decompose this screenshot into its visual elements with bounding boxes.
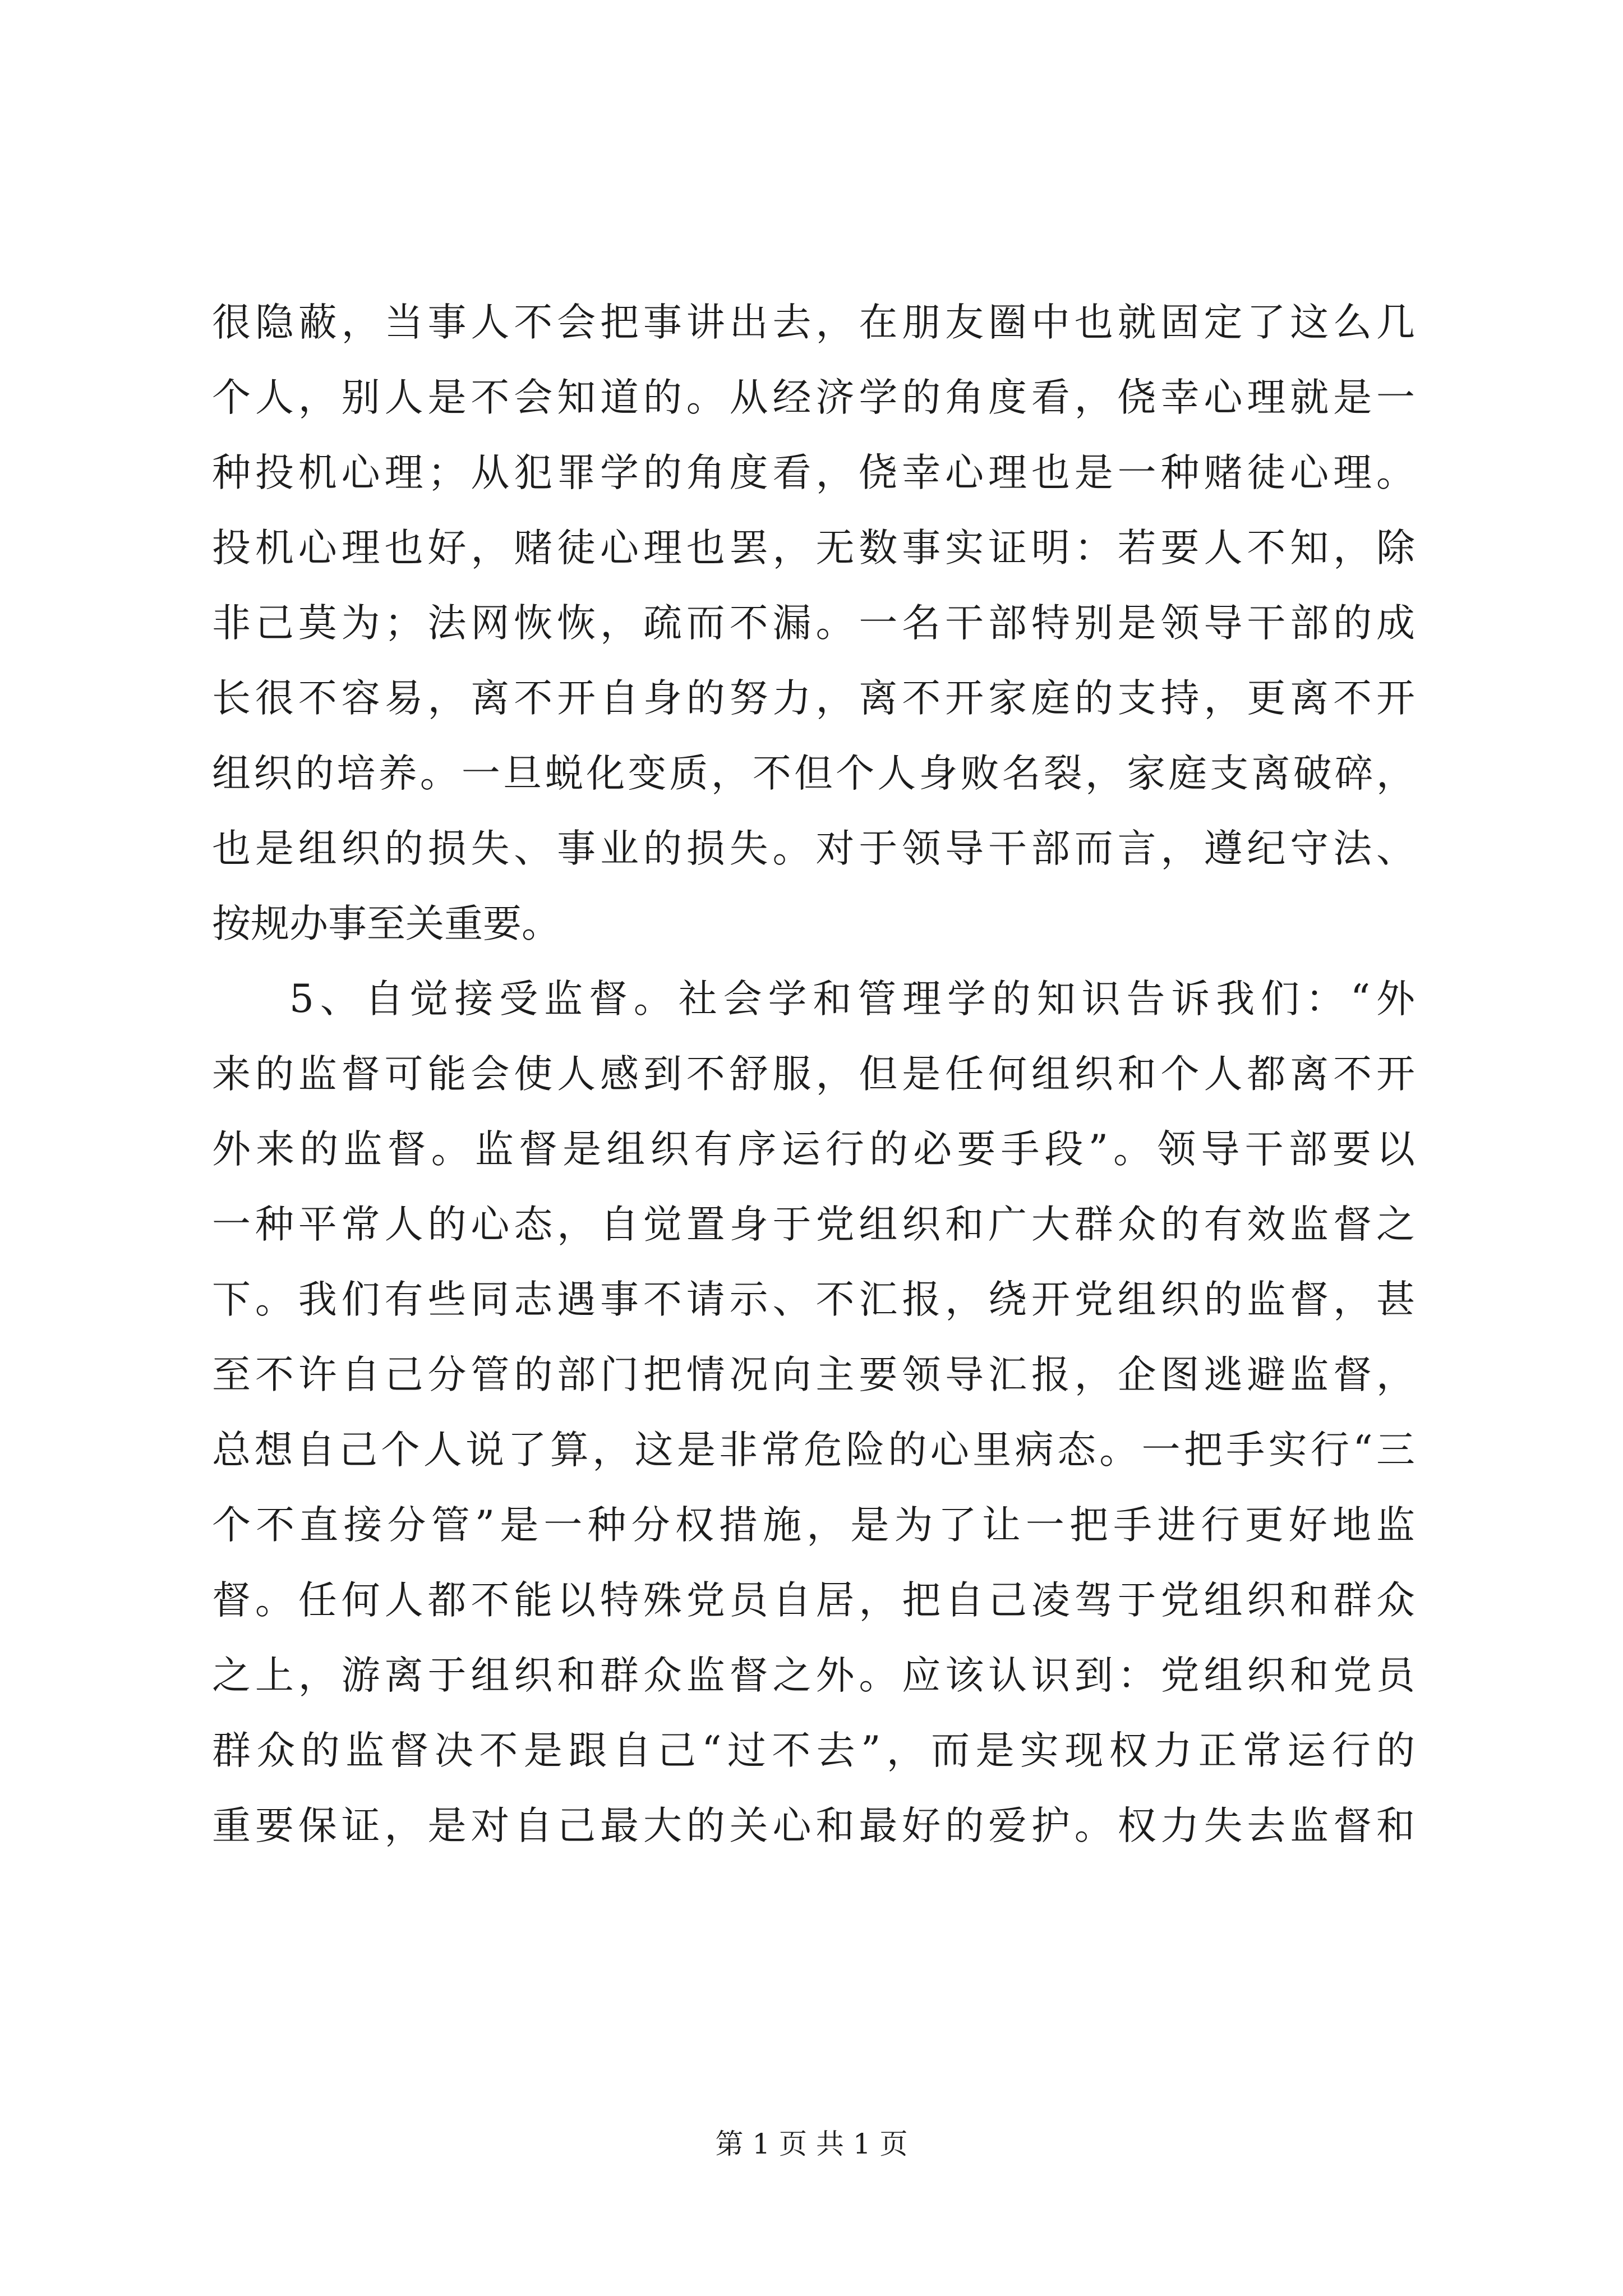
- text-line: 组织的培养。一旦蜕化变质，不但个人身败名裂，家庭支离破碎，: [212, 751, 1415, 796]
- text-line: 投机心理也好，赌徒心理也罢，无数事实证明：若要人不知，除: [212, 526, 1415, 570]
- page-number-footer: 第 1 页 共 1 页: [715, 2128, 908, 2160]
- text-line: 也是组织的损失、事业的损失。对于领导干部而言，遵纪守法、: [212, 826, 1415, 871]
- text-line: 至不许自己分管的部门把情况向主要领导汇报，企图逃避监督，: [212, 1352, 1415, 1397]
- text-line: 5、自觉接受监督。社会学和管理学的知识告诉我们：“外: [289, 977, 1415, 1022]
- text-line: 很隐蔽，当事人不会把事讲出去，在朋友圈中也就固定了这么几: [212, 300, 1415, 345]
- text-line: 群众的监督决不是跟自己“过不去”，而是实现权力正常运行的: [212, 1728, 1415, 1773]
- text-line: 来的监督可能会使人感到不舒服，但是任何组织和个人都离不开: [212, 1052, 1415, 1097]
- text-line: 个不直接分管”是一种分权措施，是为了让一把手进行更好地监: [212, 1503, 1415, 1548]
- text-line: 种投机心理；从犯罪学的角度看，侥幸心理也是一种赌徒心理。: [212, 450, 1415, 495]
- text-line: 总想自己个人说了算，这是非常危险的心里病态。一把手实行“三: [212, 1428, 1415, 1473]
- text-line: 重要保证，是对自己最大的关心和最好的爱护。权力失去监督和: [212, 1803, 1415, 1848]
- text-line: 下。我们有些同志遇事不请示、不汇报，绕开党组织的监督，甚: [212, 1277, 1415, 1322]
- text-line: 按规办事至关重要。: [212, 901, 560, 946]
- text-line: 非己莫为；法网恢恢，疏而不漏。一名干部特别是领导干部的成: [212, 601, 1415, 646]
- text-line: 外来的监督。监督是组织有序运行的必要手段”。领导干部要以: [212, 1127, 1415, 1172]
- text-line: 个人，别人是不会知道的。从经济学的角度看，侥幸心理就是一: [212, 375, 1415, 420]
- text-line: 之上，游离于组织和群众监督之外。应该认识到：党组织和党员: [212, 1653, 1415, 1698]
- body-text: [212, 285, 1415, 1864]
- text-line: 督。任何人都不能以特殊党员自居，把自己凌驾于党组织和群众: [212, 1578, 1415, 1623]
- text-line: 一种平常人的心态，自觉置身于党组织和广大群众的有效监督之: [212, 1202, 1415, 1247]
- text-line: 长很不容易，离不开自身的努力，离不开家庭的支持，更离不开: [212, 676, 1415, 721]
